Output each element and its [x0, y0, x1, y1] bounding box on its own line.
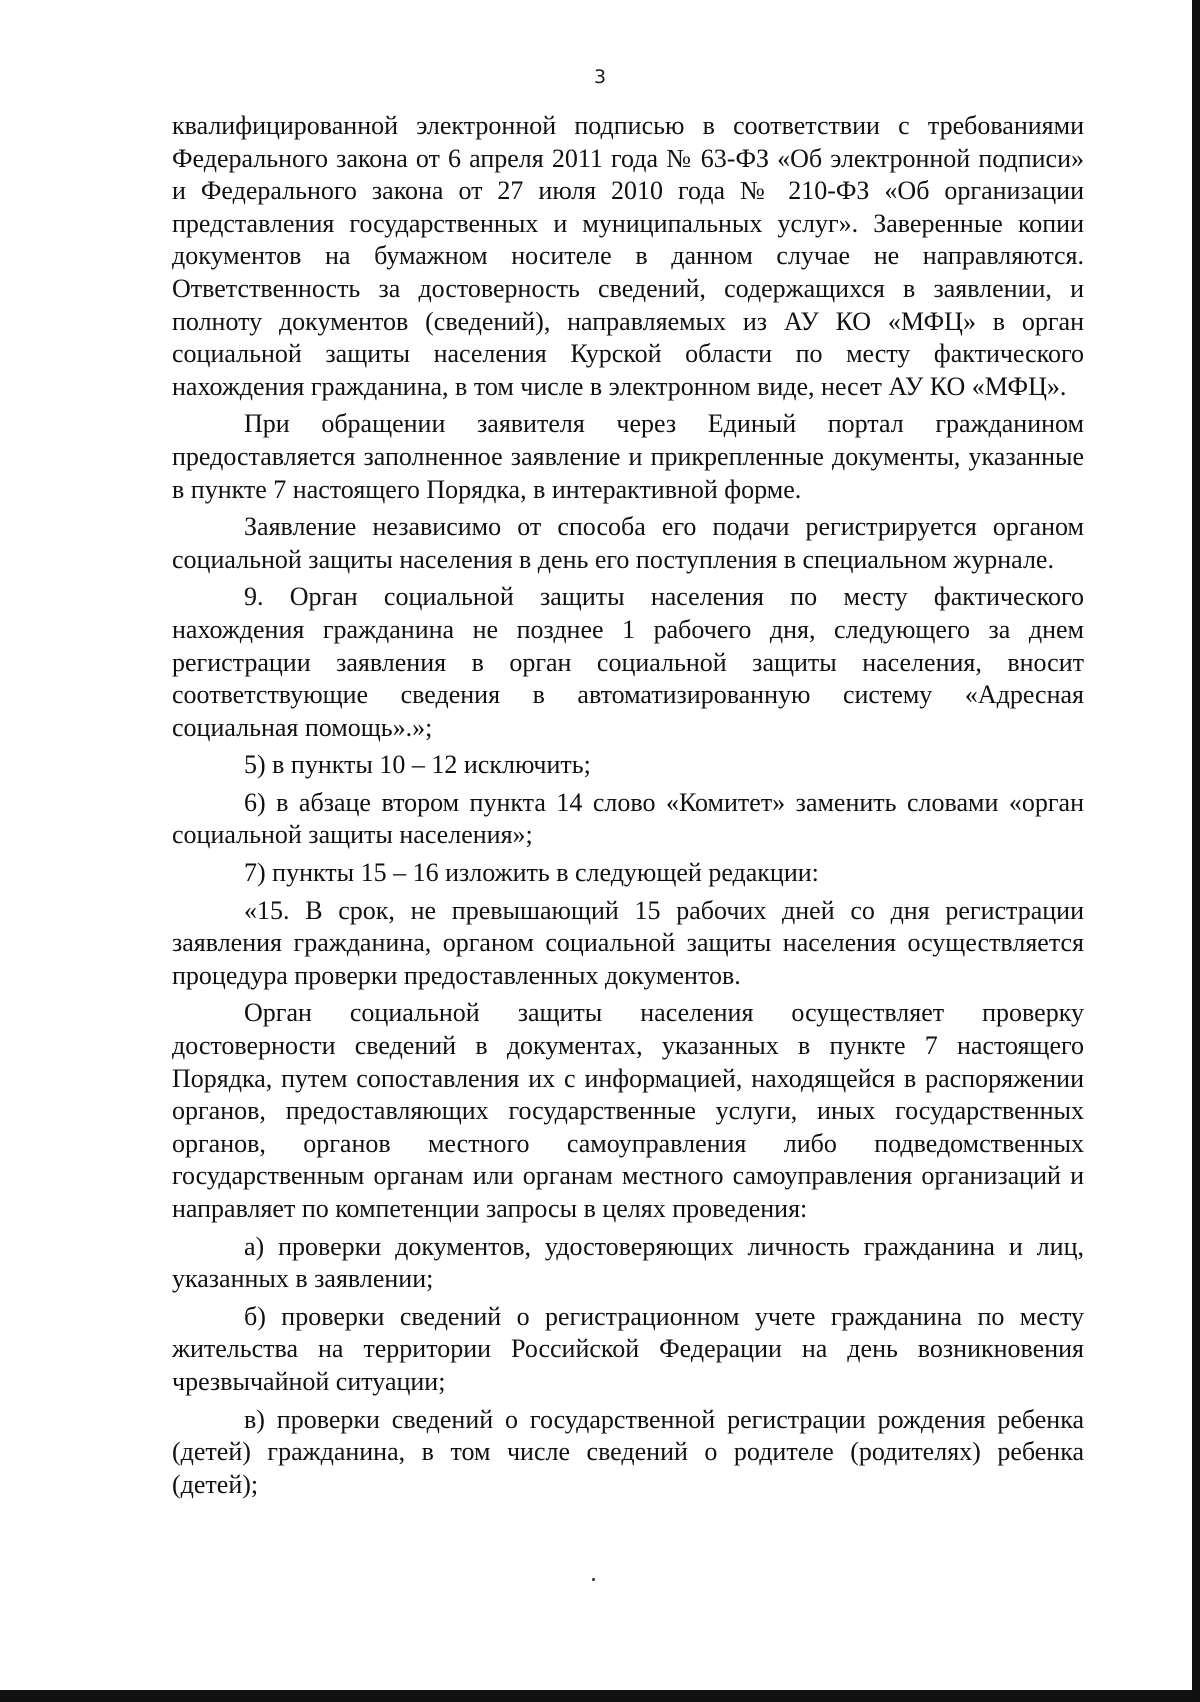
page-number: 3 — [593, 66, 607, 88]
paragraph-item-9: 9. Орган социальной защиты населения по месту фактического нахождения гражданина не позднее 1 рабочего дня, следующего за днем регистрации заявления в орган социальной защиты населения, вносит соответствующие сведения в автоматизированную систему «Адресная социальная помощь».»; — [172, 582, 1084, 742]
scan-border-bottom — [0, 1690, 1200, 1702]
document-body — [172, 110, 1084, 1506]
paragraph-amendment-7: 7) пункты 15 – 16 изложить в следующей редакции: — [244, 858, 819, 888]
paragraph-continuation: квалифицированной электронной подписью в соответствии с требованиями Федерального закона от 6 апреля 2011 года № 63-ФЗ «Об электронной подписи» и Федерального закона от 27 июля 2010 года № 210-ФЗ «Об организации представления государственных и муниципальных услуг». Заверенные копии документов на бумажном носителе в данном случае не направляются. Ответственность за достоверность сведений, содержащихся в заявлении, и полноту документов (сведений), направляемых из АУ КО «МФЦ» в орган социальной защиты населения Курской области по месту фактического нахождения гражданина, в том числе в электронном виде, несет АУ КО «МФЦ». — [172, 111, 1084, 401]
paragraph-registration: Заявление независимо от способа его подачи регистрируется органом социальной защиты населения в день его поступления в специальном журнале. — [172, 512, 1084, 574]
paragraph-amendment-5: 5) в пункты 10 – 12 исключить; — [244, 750, 591, 780]
list-item-a: а) проверки документов, удостоверяющих личность гражданина и лиц, указанных в заявлении; — [172, 1231, 1084, 1294]
paragraph-item-15: «15. В срок, не превышающий 15 рабочих дней со дня регистрации заявления гражданина, органом социальной защиты населения осуществляется процедура проверки предоставленных документов. — [172, 895, 1084, 990]
paragraph-amendment-6: 6) в абзаце втором пункта 14 слово «Комитет» заменить словами «орган социальной защиты населения»; — [172, 787, 1084, 850]
scan-border-right — [1192, 0, 1200, 1702]
paragraph-portal-submission: При обращении заявителя через Единый портал гражданином предоставляется заполненное заявление и прикрепленные документы, указанные в пункте 7 настоящего Порядка, в интерактивной форме. — [172, 409, 1084, 504]
list-item-b: б) проверки сведений о регистрационном учете гражданина по месту жительства на территории Российской Федерации на день возникновения чрезвычайной ситуации; — [172, 1301, 1084, 1396]
paragraph-verification: Орган социальной защиты населения осуществляет проверку достоверности сведений в документах, указанных в пункте 7 настоящего Порядка, путем сопоставления их с информацией, находящейся в распоряжении органов, предоставляющих государственные услуги, иных государственных органов, органов местного самоуправления либо подведомственных государственным органам или органам местного самоуправления организаций и направляет по компетенции запросы в целях проведения: — [172, 998, 1084, 1223]
list-item-v: в) проверки сведений о государственной регистрации рождения ребенка (детей) гражданина, в том числе сведений о родителе (родителях) ребенка (детей); — [172, 1404, 1084, 1499]
scan-speck — [592, 1578, 595, 1581]
